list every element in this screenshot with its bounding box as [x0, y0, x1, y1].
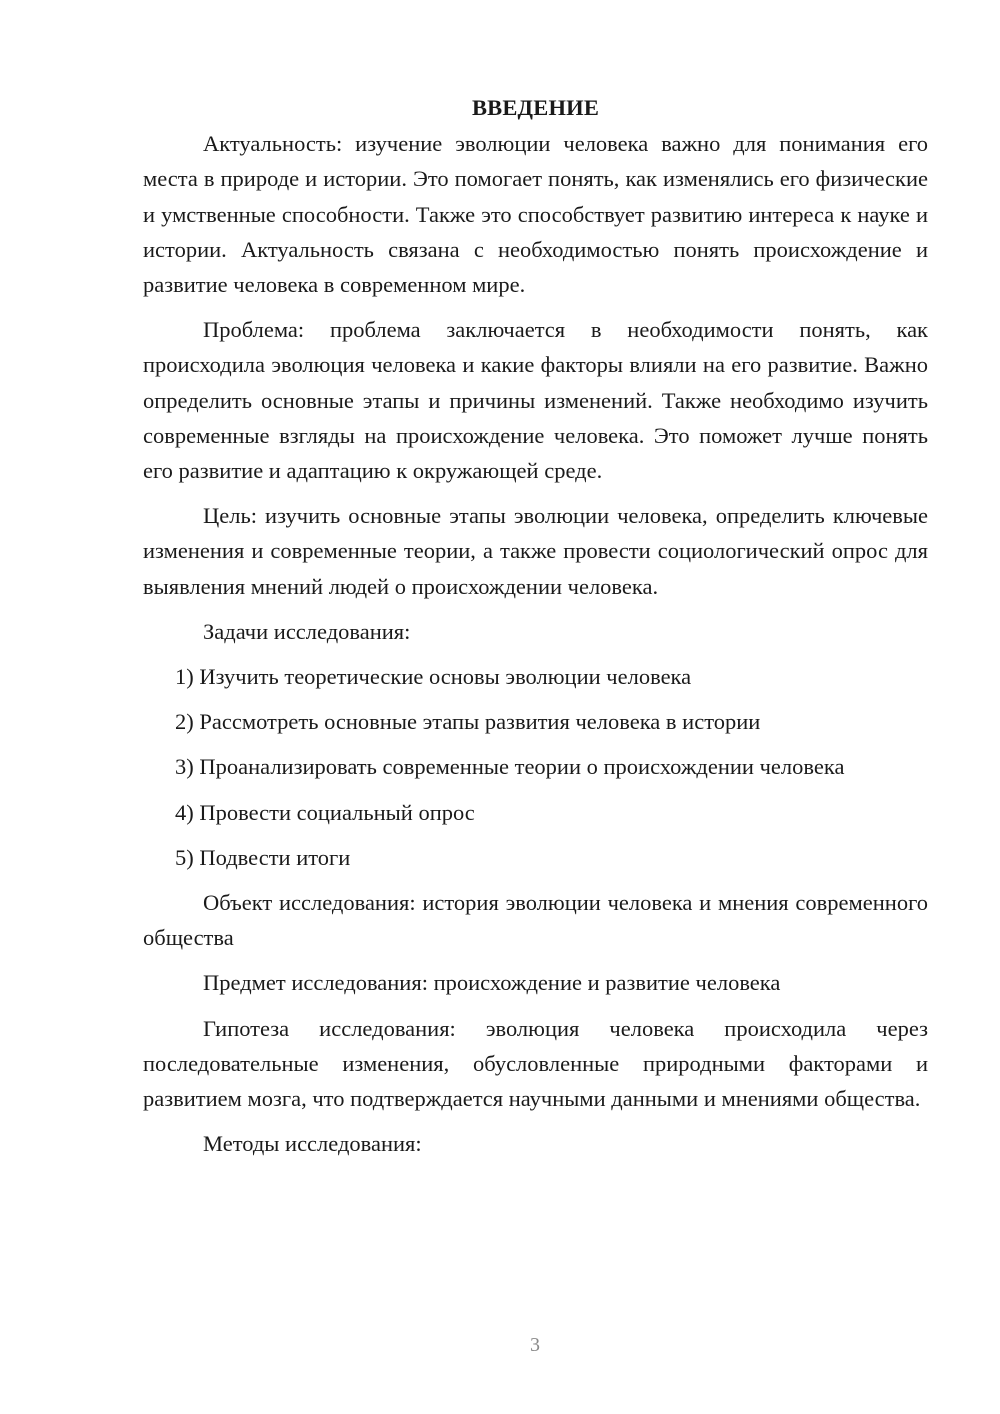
- subject-paragraph: Предмет исследования: происхождение и развитие человека: [203, 970, 781, 996]
- hypothesis-paragraph: Гипотеза исследования: эволюция человека происходила через последовательные изменения, обусловленные природными факторами и развитием мозга, что подтверждается научными данными и мнениями общества.: [143, 1015, 928, 1112]
- list-item: 2) Рассмотреть основные этапы развития человека в истории: [175, 709, 761, 735]
- list-item: 4) Провести социальный опрос: [175, 799, 475, 825]
- page-content: [143, 90, 928, 1171]
- tasks-heading: Задачи исследования:: [203, 618, 411, 644]
- page-title: ВВЕДЕНИЕ: [471, 95, 600, 120]
- methods-heading: Методы исследования:: [203, 1131, 422, 1157]
- problem-paragraph: Проблема: проблема заключается в необходимости понять, как происходила эволюция человека и какие факторы влияли на его развитие. Важно определить основные этапы и причины изменений. Также необходимо изучить современные взгляды на происхождение человека. Это поможет лучше понять его развитие и адаптацию к окружающей среде.: [143, 317, 928, 484]
- list-item: 1) Изучить теоретические основы эволюции человека: [175, 664, 692, 690]
- page-number: 3: [530, 1334, 540, 1356]
- object-paragraph: Объект исследования: история эволюции человека и мнения современного общества: [143, 890, 928, 951]
- list-item: 3) Проанализировать современные теории о происхождении человека: [175, 754, 845, 780]
- goal-paragraph: Цель: изучить основные этапы эволюции человека, определить ключевые изменения и современные теории, а также провести социологический опрос для выявления мнений людей о происхождении человека.: [143, 503, 928, 599]
- list-item: 5) Подвести итоги: [175, 844, 351, 870]
- tasks-list: [143, 659, 928, 875]
- relevance-paragraph: Актуальность: изучение эволюции человека важно для понимания его места в природе и истории. Это помогает понять, как изменялись его физические и умственные способности. Также это способствует развитию интереса к науке и истории. Актуальность связана с необходимостью понять происхождение и развитие человека в современном мире.: [143, 131, 928, 298]
